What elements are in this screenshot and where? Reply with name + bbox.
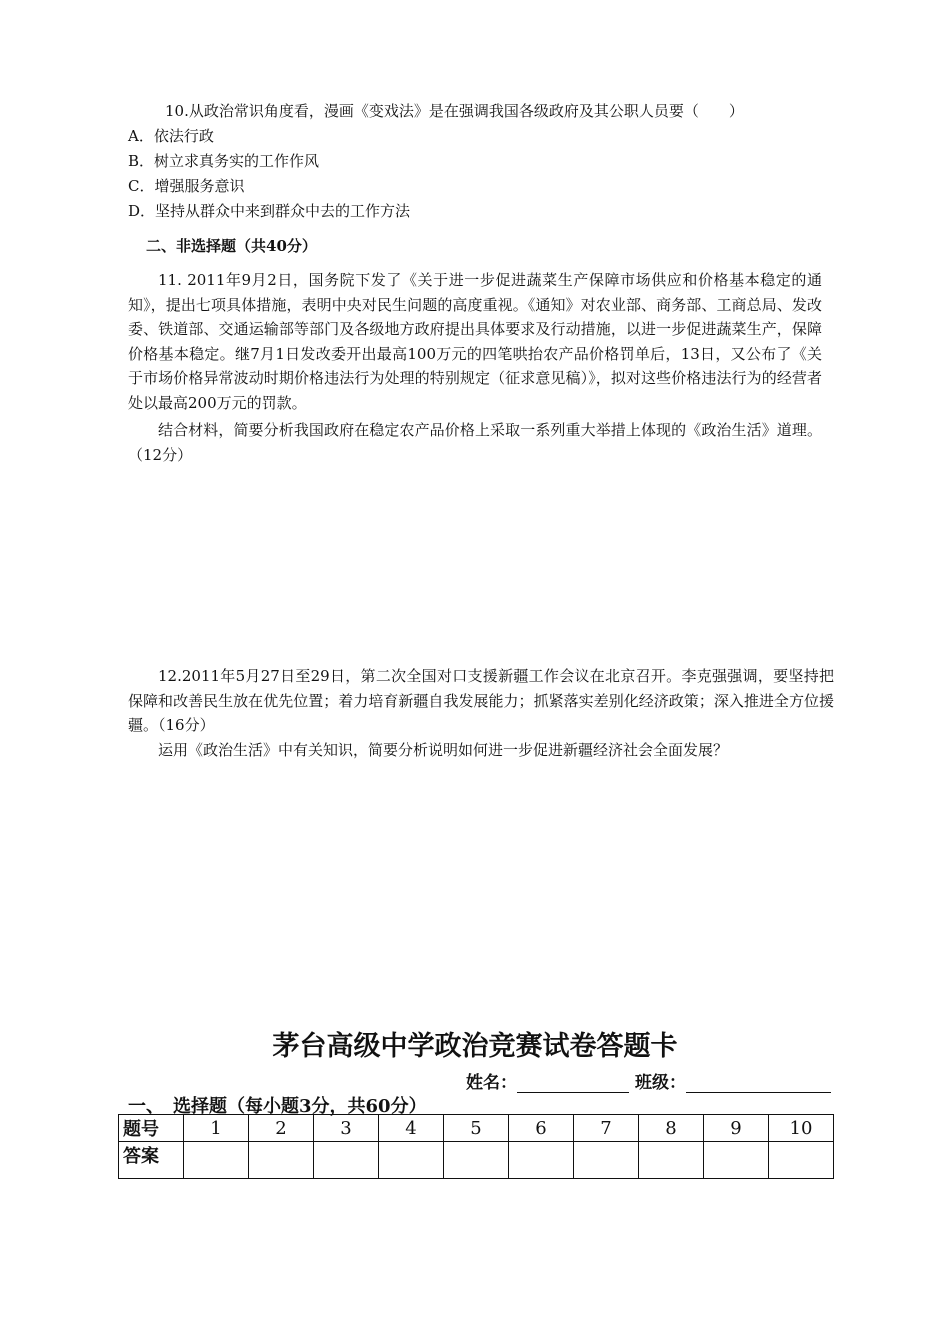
question-number: 9 [704,1115,769,1142]
name-label: 姓名： [466,1073,517,1093]
q10-option-d: D．坚持从群众中来到群众中去的工作方法 [128,202,411,220]
answer-cell[interactable] [249,1142,314,1179]
q10-option-c: C．增强服务意识 [128,177,245,195]
question-number: 10 [769,1115,834,1142]
number-row [119,1115,834,1142]
question-number: 1 [184,1115,249,1142]
question-number: 6 [509,1115,574,1142]
row-header-number: 题号 [119,1115,184,1142]
q10-option-b: B．树立求真务实的工作作风 [128,152,320,170]
row-header-answer: 答案 [119,1142,184,1179]
answer-row [119,1142,834,1179]
answer-cell[interactable] [444,1142,509,1179]
q12-question: 运用《政治生活》中有关知识，简要分析说明如何进一步促进新疆经济社会全面发展？ [158,741,729,759]
q11-material: 11. 2011年9月2日，国务院下发了《关于进一步促进蔬菜生产保障市场供应和价格基本稳定的通知》，提出七项具体措施，表明中央对民生问题的高度重视。《通知》对农业部、商务部、工商总局、发改委、铁道部、交通运输部等部门及各级地方政府提出具体要求及行动措施，以进一步促进蔬菜生产，保障价格基本稳定。继7月1日发改委开出最高100万元的四笔哄抬农产品价格罚单后，13日，又公布了《关于市场价格异常波动时期价格违法行为处理的特别规定（征求意见稿）》，拟对这些价格违法行为的经营者处以最高200万元的罚款。 [128,271,822,412]
question-number: 2 [249,1115,314,1142]
section2-title: 二、非选择题（共40分） [146,237,317,255]
answer-cell[interactable] [574,1142,639,1179]
q11-question: 结合材料，简要分析我国政府在稳定农产品价格上采取一系列重大举措上体现的《政治生活》道理。（12分） [128,421,822,464]
question-number: 3 [314,1115,379,1142]
answer-table [118,1114,834,1179]
answer-cell[interactable] [379,1142,444,1179]
answer-cell[interactable] [509,1142,574,1179]
q10-option-a: A．依法行政 [128,127,214,145]
answer-cell[interactable] [704,1142,769,1179]
class-field[interactable] [686,1074,831,1093]
answer-cell[interactable] [184,1142,249,1179]
answer-cell[interactable] [769,1142,834,1179]
class-label: 班级： [635,1073,686,1093]
name-field[interactable] [517,1074,629,1093]
answer-cell[interactable] [314,1142,379,1179]
q10-stem: 10.从政治常识角度看，漫画《变戏法》是在强调我国各级政府及其公职人员要（ ） [165,102,744,120]
q12-material: 12.2011年5月27日至29日，第二次全国对口支援新疆工作会议在北京召开。李克强强调，要坚持把保障和改善民生放在优先位置；着力培育新疆自我发展能力；抓紧落实差别化经济政策；深入推进全方位援疆。（16分） [128,667,834,734]
name-class-line [466,1068,831,1093]
question-number: 7 [574,1115,639,1142]
question-number: 4 [379,1115,444,1142]
question-number: 5 [444,1115,509,1142]
answer-card-title: 茅台高级中学政治竞赛试卷答题卡 [272,1031,678,1062]
section1-title: 一、 选择题（每小题3分，共60分） [128,1096,427,1117]
question-number: 8 [639,1115,704,1142]
answer-cell[interactable] [639,1142,704,1179]
